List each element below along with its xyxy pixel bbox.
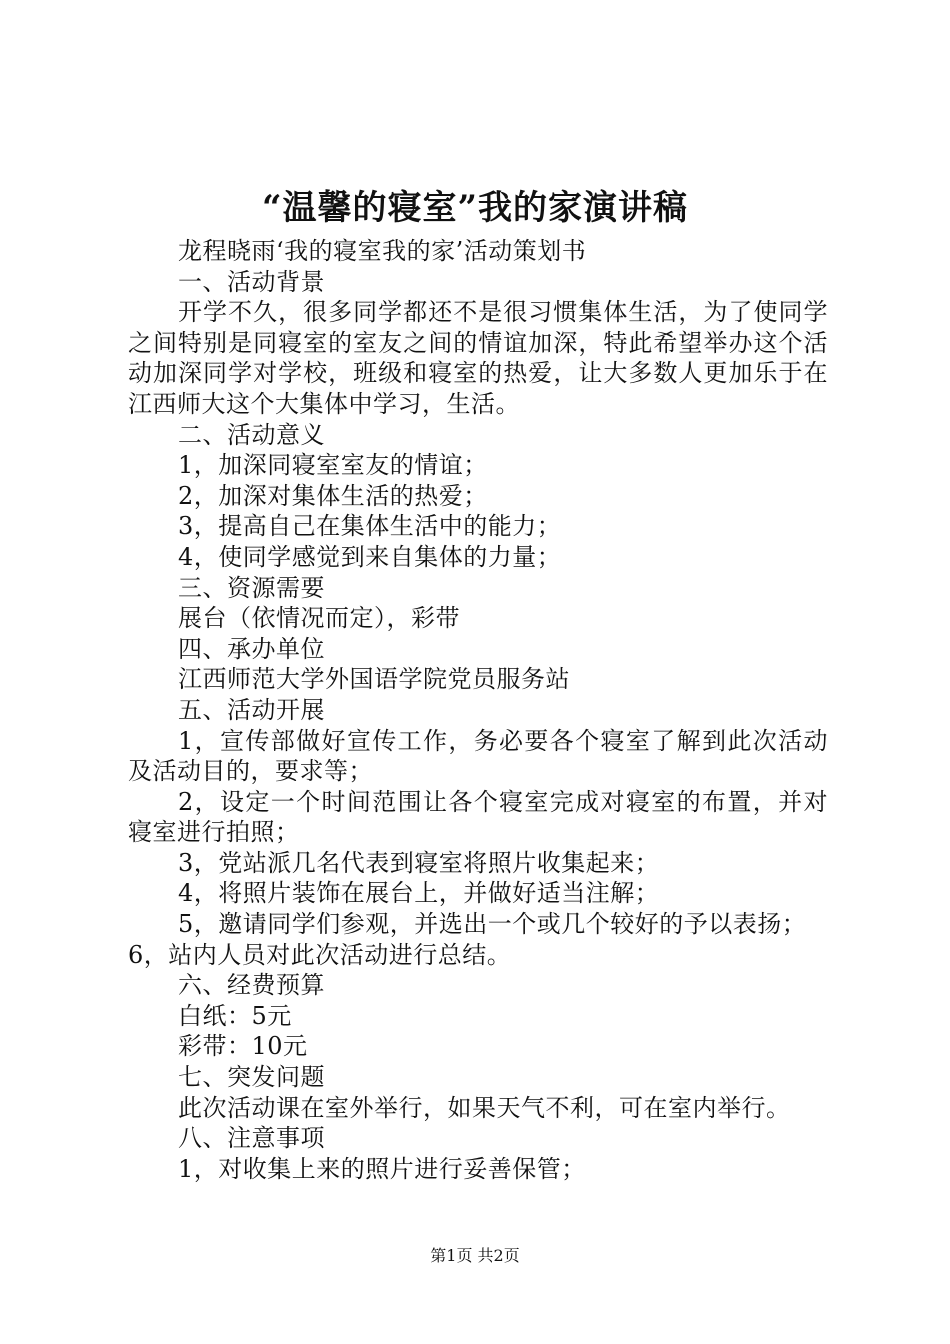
paragraph-resources: 展台（依情况而定），彩带: [178, 604, 460, 633]
section-heading-significance: 二、活动意义: [178, 420, 325, 449]
list-item: 4，将照片装饰在展台上，并做好适当注解；: [178, 879, 660, 908]
paragraph-contingency: 此次活动课在室外举行，如果天气不利，可在室内举行。: [178, 1093, 791, 1122]
list-item: 2，加深对集体生活的热爱；: [178, 481, 488, 510]
document-body: [128, 236, 828, 1184]
list-item: 1，加深同寝室室友的情谊；: [178, 451, 488, 480]
list-item: 6，站内人员对此次活动进行总结。: [128, 940, 512, 969]
section-heading-budget: 六、经费预算: [178, 971, 325, 1000]
budget-item: 白纸：5元: [178, 1001, 292, 1030]
section-heading-activities: 五、活动开展: [178, 695, 325, 724]
section-heading-organizer: 四、承办单位: [178, 634, 325, 663]
list-item: 5，邀请同学们参观，并选出一个或几个较好的予以表扬；: [178, 910, 807, 939]
budget-item: 彩带：10元: [178, 1032, 308, 1061]
section-heading-contingency: 七、突发问题: [178, 1063, 325, 1092]
section-heading-background: 一、活动背景: [178, 267, 325, 296]
list-item: 1，对收集上来的照片进行妥善保管；: [178, 1154, 586, 1183]
paragraph-organizer: 江西师范大学外国语学院党员服务站: [178, 665, 570, 694]
paragraph-background: 开学不久，很多同学都还不是很习惯集体生活，为了使同学之间特别是同寝室的室友之间的情谊加深，特此希望举办这个活动加深同学对学校，班级和寝室的热爱，让大多数人更加乐于在江西师大这个大集体中学习，生活。: [128, 298, 828, 418]
list-item: 3，党站派几名代表到寝室将照片收集起来；: [178, 848, 660, 877]
section-heading-resources: 三、资源需要: [178, 573, 325, 602]
list-item: 4，使同学感觉到来自集体的力量；: [178, 542, 562, 571]
list-item: 3，提高自己在集体生活中的能力；: [178, 512, 562, 541]
page-footer: 第1页 共2页: [430, 1246, 520, 1265]
list-item: 2，设定一个时间范围让各个寝室完成对寝室的布置，并对寝室进行拍照；: [128, 787, 828, 847]
paragraph-subtitle: 龙程晓雨‘我的寝室我的家’活动策划书: [178, 237, 587, 265]
section-heading-notes: 八、注意事项: [178, 1124, 325, 1153]
list-item: 1，宣传部做好宣传工作，务必要各个寝室了解到此次活动及活动目的，要求等；: [128, 726, 828, 786]
document-title: “温馨的寝室”我的家演讲稿: [261, 188, 689, 228]
